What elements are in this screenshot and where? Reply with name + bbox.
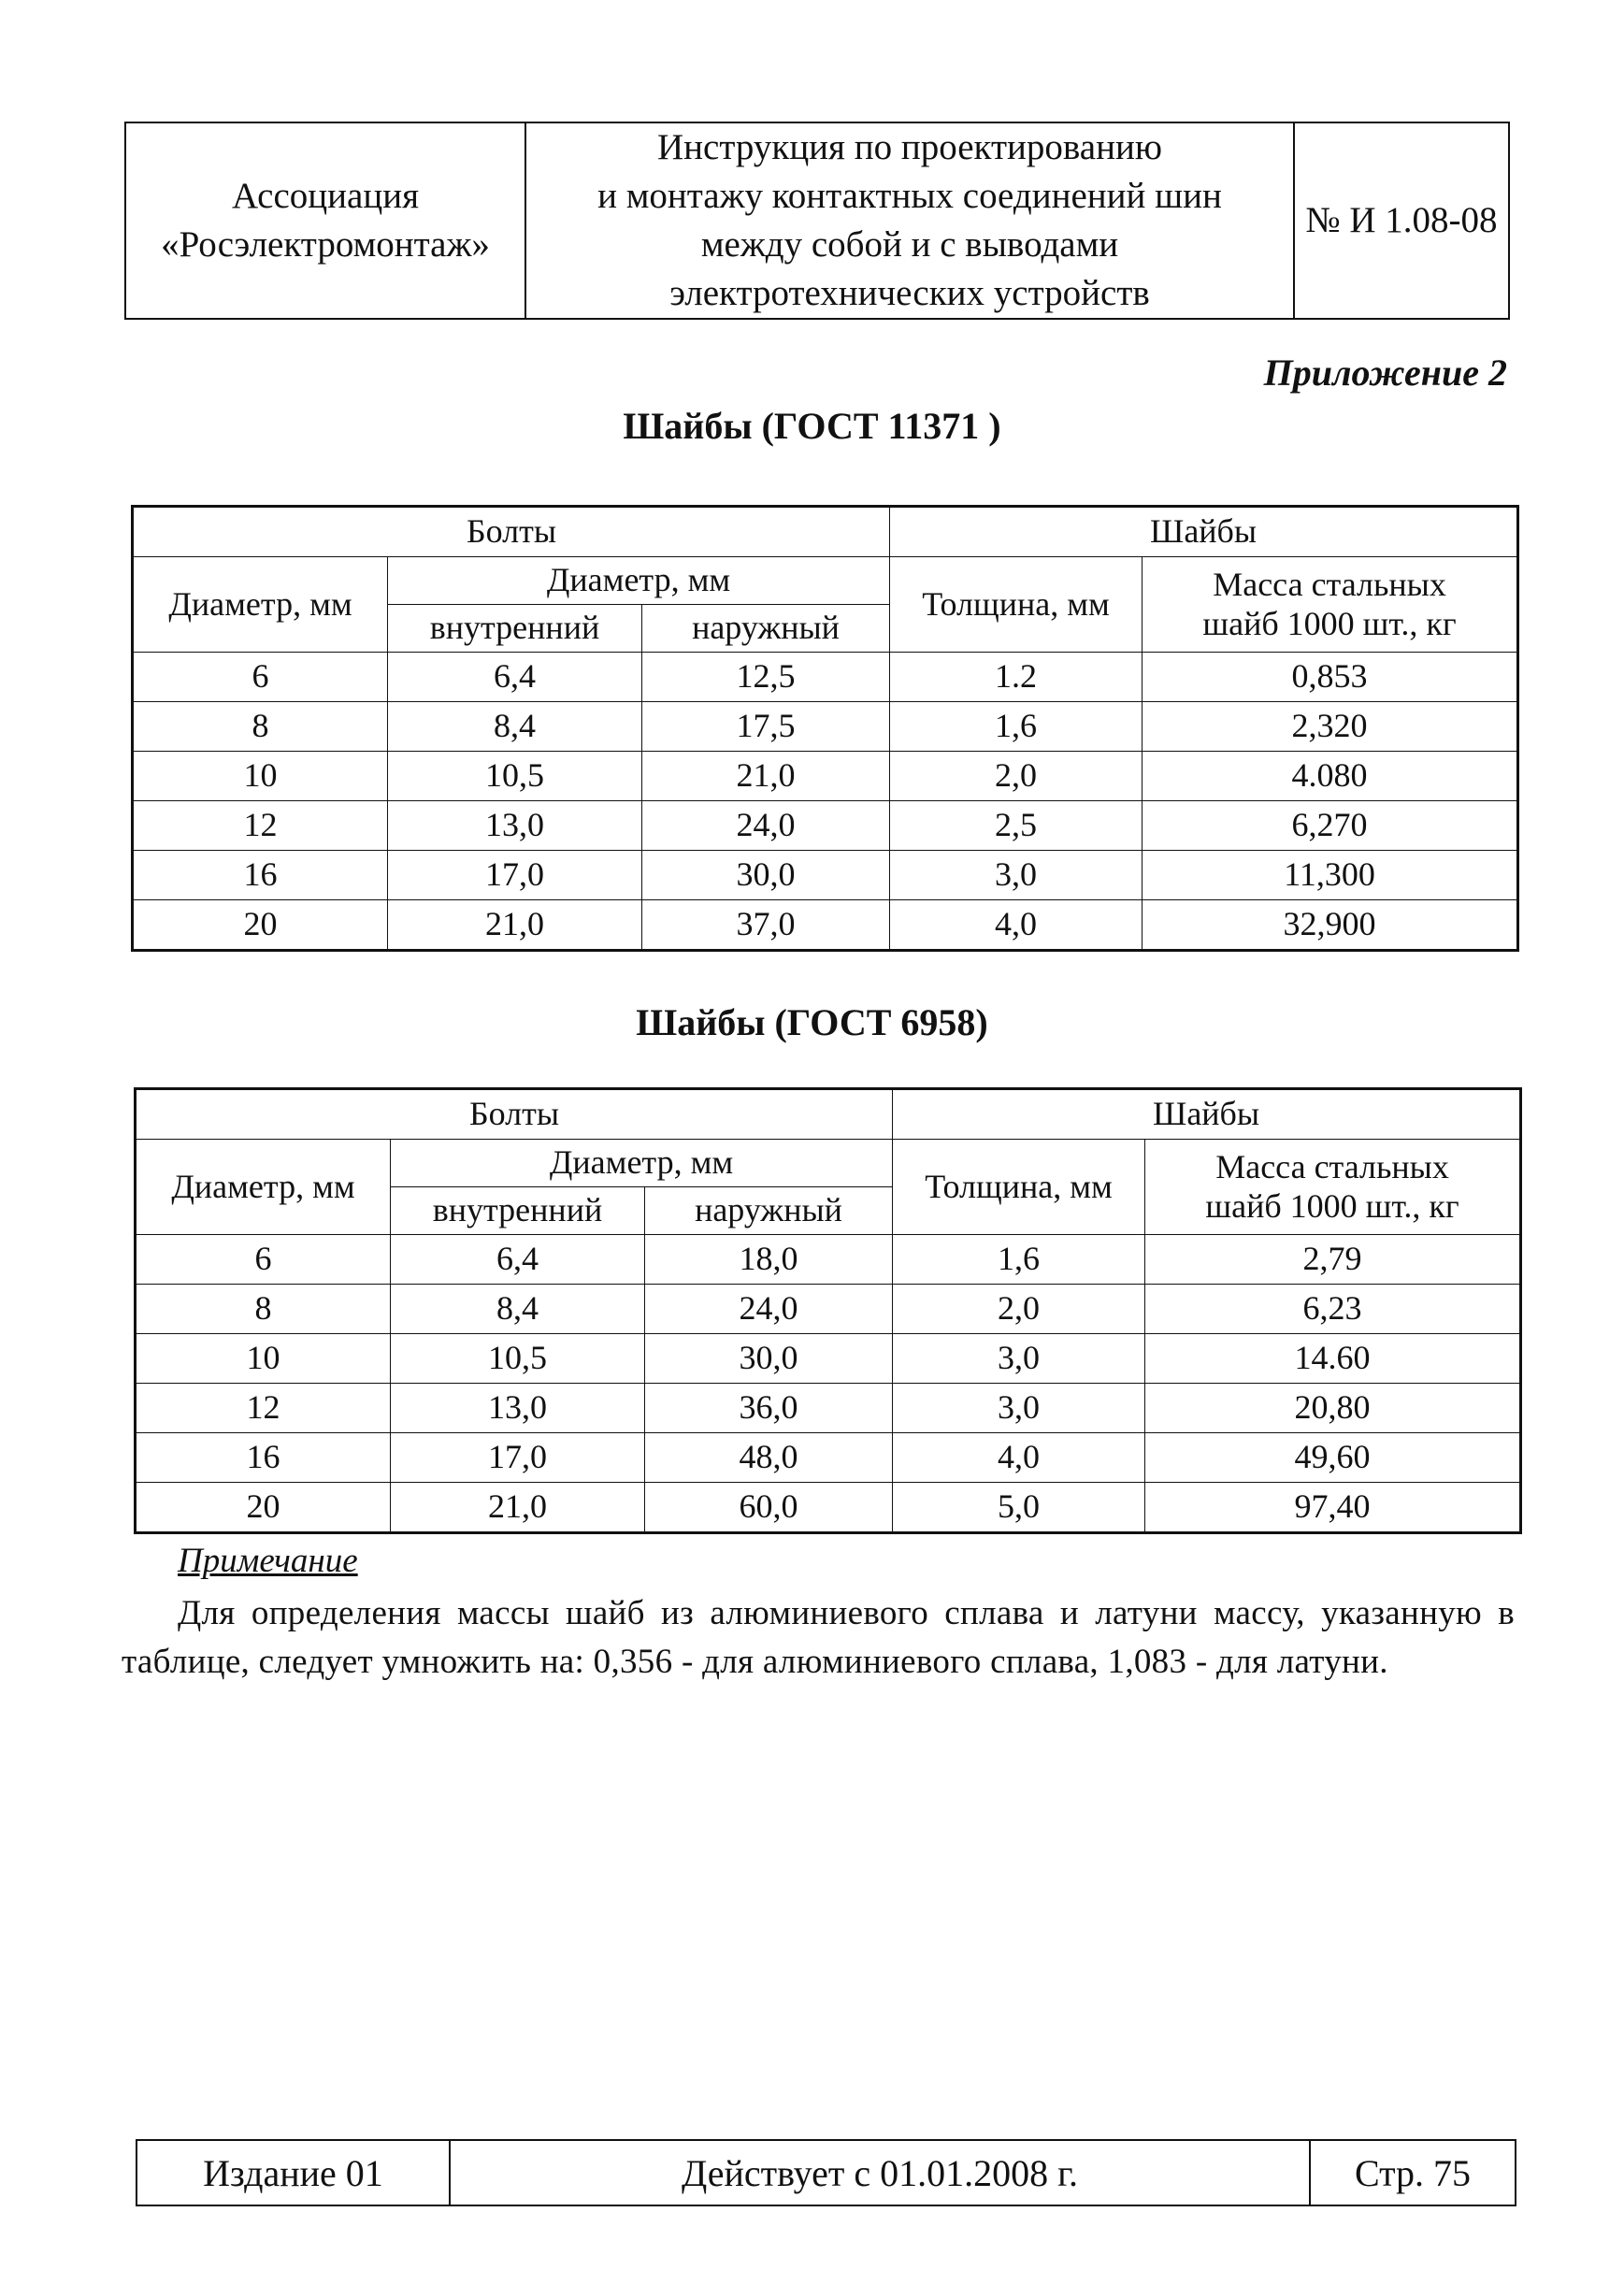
cell-outer-diameter: 60,0 bbox=[645, 1483, 893, 1533]
cell-mass: 2,79 bbox=[1145, 1235, 1521, 1285]
cell-bolt-diameter: 6 bbox=[136, 1235, 391, 1285]
cell-outer-diameter: 12,5 bbox=[642, 653, 890, 702]
cell-outer-diameter: 30,0 bbox=[645, 1334, 893, 1384]
cell-mass: 4.080 bbox=[1143, 752, 1518, 801]
cell-inner-diameter: 6,4 bbox=[388, 653, 642, 702]
table-row bbox=[136, 1285, 1521, 1334]
cell-outer-diameter: 30,0 bbox=[642, 851, 890, 900]
col-header-bolt-diameter: Диаметр, мм bbox=[136, 1140, 391, 1235]
note-text: Для определения массы шайб из алюминиевого сплава и латуни массу, указанную в таблице, следует умножить на: 0,356 - для алюминиевого сплава, 1,083 - для латуни. bbox=[122, 1594, 1515, 1681]
cell-bolt-diameter: 16 bbox=[133, 851, 388, 900]
document-footer bbox=[136, 2139, 1516, 2206]
col-header-outer: наружный bbox=[642, 605, 890, 653]
cell-outer-diameter: 24,0 bbox=[645, 1285, 893, 1334]
cell-mass: 0,853 bbox=[1143, 653, 1518, 702]
col-header-inner: внутренний bbox=[388, 605, 642, 653]
cell-inner-diameter: 13,0 bbox=[391, 1384, 645, 1433]
col-header-thickness: Толщина, мм bbox=[890, 557, 1143, 653]
cell-inner-diameter: 17,0 bbox=[388, 851, 642, 900]
organization-line-2: «Росэлектромонтаж» bbox=[161, 224, 490, 265]
cell-thickness: 5,0 bbox=[893, 1483, 1145, 1533]
document-header bbox=[124, 122, 1510, 320]
col-header-inner: внутренний bbox=[391, 1187, 645, 1235]
cell-outer-diameter: 24,0 bbox=[642, 801, 890, 851]
table-row bbox=[133, 851, 1518, 900]
group-header-bolts: Болты bbox=[136, 1089, 893, 1140]
cell-bolt-diameter: 6 bbox=[133, 653, 388, 702]
instruction-line-1: Инструкция по проектированию bbox=[657, 127, 1162, 167]
cell-mass: 2,320 bbox=[1143, 702, 1518, 752]
cell-inner-diameter: 17,0 bbox=[391, 1433, 645, 1483]
cell-inner-diameter: 10,5 bbox=[388, 752, 642, 801]
cell-inner-diameter: 8,4 bbox=[391, 1285, 645, 1334]
cell-inner-diameter: 10,5 bbox=[391, 1334, 645, 1384]
note-title: Примечание bbox=[178, 1542, 358, 1580]
table-row bbox=[133, 752, 1518, 801]
cell-mass: 20,80 bbox=[1145, 1384, 1521, 1433]
edition-label: Издание 01 bbox=[137, 2140, 450, 2205]
cell-bolt-diameter: 12 bbox=[133, 801, 388, 851]
cell-thickness: 1,6 bbox=[890, 702, 1143, 752]
cell-bolt-diameter: 8 bbox=[133, 702, 388, 752]
organization-cell bbox=[125, 122, 525, 319]
cell-inner-diameter: 21,0 bbox=[391, 1483, 645, 1533]
table-row bbox=[133, 801, 1518, 851]
cell-thickness: 2,5 bbox=[890, 801, 1143, 851]
cell-outer-diameter: 17,5 bbox=[642, 702, 890, 752]
cell-mass: 11,300 bbox=[1143, 851, 1518, 900]
cell-mass: 49,60 bbox=[1145, 1433, 1521, 1483]
col-header-thickness: Толщина, мм bbox=[893, 1140, 1145, 1235]
instruction-title-cell bbox=[525, 122, 1294, 319]
col-header-mass-line-1: Масса стальных bbox=[1215, 1148, 1449, 1186]
cell-mass: 6,23 bbox=[1145, 1285, 1521, 1334]
table-row bbox=[136, 1384, 1521, 1433]
cell-outer-diameter: 36,0 bbox=[645, 1384, 893, 1433]
page-number: Стр. 75 bbox=[1310, 2140, 1516, 2205]
cell-inner-diameter: 13,0 bbox=[388, 801, 642, 851]
washers-table-gost-11371 bbox=[131, 505, 1519, 952]
cell-mass: 14.60 bbox=[1145, 1334, 1521, 1384]
cell-inner-diameter: 6,4 bbox=[391, 1235, 645, 1285]
table1-title: Шайбы (ГОСТ 11371 ) bbox=[623, 405, 1001, 447]
col-header-mass-line-1: Масса стальных bbox=[1213, 566, 1446, 604]
col-header-mass bbox=[1143, 557, 1518, 653]
cell-mass: 6,270 bbox=[1143, 801, 1518, 851]
col-header-bolt-diameter: Диаметр, мм bbox=[133, 557, 388, 653]
cell-mass: 97,40 bbox=[1145, 1483, 1521, 1533]
cell-bolt-diameter: 16 bbox=[136, 1433, 391, 1483]
table-row bbox=[136, 1235, 1521, 1285]
cell-bolt-diameter: 20 bbox=[133, 900, 388, 951]
washers-table-gost-6958 bbox=[134, 1087, 1522, 1534]
table2-title: Шайбы (ГОСТ 6958) bbox=[636, 1001, 988, 1043]
instruction-line-3: между собой и с выводами bbox=[700, 224, 1119, 265]
cell-thickness: 3,0 bbox=[893, 1384, 1145, 1433]
cell-thickness: 1,6 bbox=[893, 1235, 1145, 1285]
cell-thickness: 3,0 bbox=[893, 1334, 1145, 1384]
table-row bbox=[136, 1433, 1521, 1483]
cell-bolt-diameter: 20 bbox=[136, 1483, 391, 1533]
cell-thickness: 3,0 bbox=[890, 851, 1143, 900]
group-header-washers: Шайбы bbox=[893, 1089, 1521, 1140]
cell-bolt-diameter: 8 bbox=[136, 1285, 391, 1334]
organization-line-1: Ассоциация bbox=[231, 176, 420, 216]
document-number: № И 1.08-08 bbox=[1294, 122, 1509, 319]
cell-inner-diameter: 8,4 bbox=[388, 702, 642, 752]
cell-thickness: 4,0 bbox=[893, 1433, 1145, 1483]
cell-outer-diameter: 21,0 bbox=[642, 752, 890, 801]
col-header-washer-diameter: Диаметр, мм bbox=[388, 557, 890, 605]
table-row bbox=[136, 1334, 1521, 1384]
cell-thickness: 1.2 bbox=[890, 653, 1143, 702]
appendix-label: Приложение 2 bbox=[1263, 352, 1507, 394]
group-header-bolts: Болты bbox=[133, 507, 890, 557]
col-header-mass bbox=[1145, 1140, 1521, 1235]
instruction-line-4: электротехнических устройств bbox=[669, 273, 1150, 313]
cell-thickness: 4,0 bbox=[890, 900, 1143, 951]
group-header-washers: Шайбы bbox=[890, 507, 1518, 557]
col-header-mass-line-2: шайб 1000 шт., кг bbox=[1202, 604, 1457, 642]
col-header-outer: наружный bbox=[645, 1187, 893, 1235]
cell-outer-diameter: 37,0 bbox=[642, 900, 890, 951]
cell-bolt-diameter: 12 bbox=[136, 1384, 391, 1433]
cell-bolt-diameter: 10 bbox=[136, 1334, 391, 1384]
instruction-line-2: и монтажу контактных соединений шин bbox=[597, 176, 1222, 216]
effective-date: Действует с 01.01.2008 г. bbox=[450, 2140, 1310, 2205]
table-row bbox=[133, 900, 1518, 951]
col-header-washer-diameter: Диаметр, мм bbox=[391, 1140, 893, 1187]
cell-outer-diameter: 18,0 bbox=[645, 1235, 893, 1285]
col-header-mass-line-2: шайб 1000 шт., кг bbox=[1205, 1186, 1459, 1225]
cell-thickness: 2,0 bbox=[893, 1285, 1145, 1334]
cell-outer-diameter: 48,0 bbox=[645, 1433, 893, 1483]
cell-bolt-diameter: 10 bbox=[133, 752, 388, 801]
table-row bbox=[133, 702, 1518, 752]
cell-thickness: 2,0 bbox=[890, 752, 1143, 801]
cell-mass: 32,900 bbox=[1143, 900, 1518, 951]
cell-inner-diameter: 21,0 bbox=[388, 900, 642, 951]
table-row bbox=[136, 1483, 1521, 1533]
table-row bbox=[133, 653, 1518, 702]
